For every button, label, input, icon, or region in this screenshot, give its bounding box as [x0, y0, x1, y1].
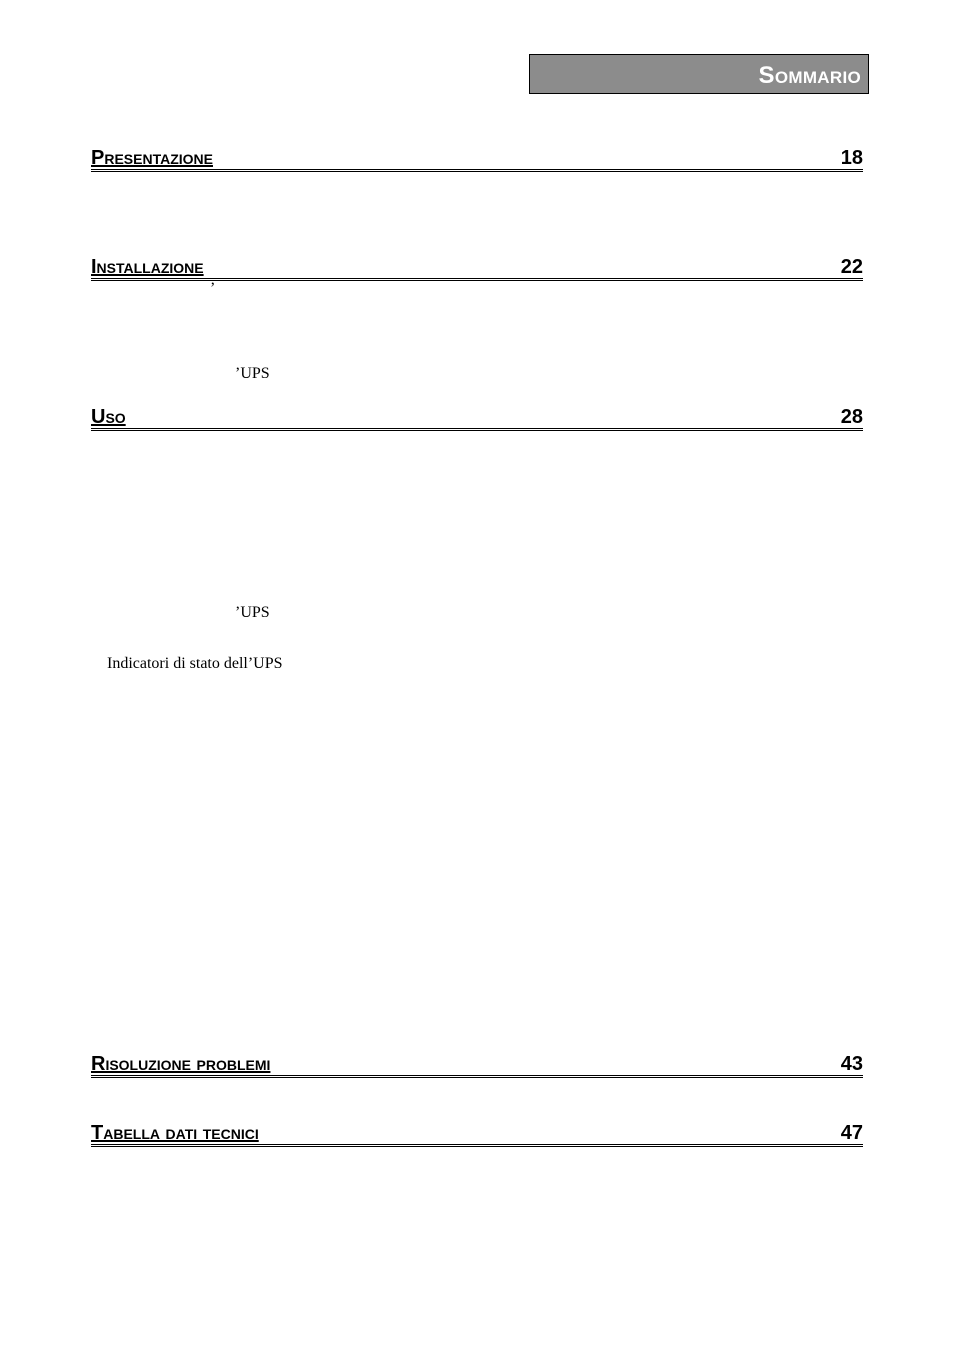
text-fragment-ups: ’UPS: [235, 604, 270, 621]
toc-entry-label[interactable]: Uso: [91, 406, 126, 428]
toc-entry-presentazione[interactable]: [91, 147, 863, 172]
toc-entry-tabella-dati-tecnici[interactable]: [91, 1122, 863, 1147]
toc-entry-page: 22: [840, 256, 863, 278]
toc-entry-page: 47: [840, 1122, 863, 1144]
text-fragment-status-indicators: Indicatori di stato dell’UPS: [107, 655, 283, 672]
toc-entry-label[interactable]: Tabella dati tecnici: [91, 1122, 259, 1144]
page-title: Sommario: [758, 62, 861, 89]
text-fragment-ups: ’UPS: [235, 365, 270, 382]
toc-entry-label[interactable]: Installazione: [91, 256, 204, 278]
toc-entry-page: 18: [840, 147, 863, 169]
toc-entry-installazione[interactable]: [91, 256, 863, 281]
toc-entry-page: 28: [840, 406, 863, 428]
toc-entry-label[interactable]: Presentazione: [91, 147, 213, 169]
toc-entry-uso[interactable]: [91, 406, 863, 431]
text-fragment-apostrophe: ’: [210, 280, 216, 297]
toc-entry-page: 43: [840, 1053, 863, 1075]
toc-entry-label[interactable]: Risoluzione problemi: [91, 1053, 271, 1075]
toc-entry-risoluzione-problemi[interactable]: [91, 1053, 863, 1078]
section-title-box: [529, 54, 869, 94]
